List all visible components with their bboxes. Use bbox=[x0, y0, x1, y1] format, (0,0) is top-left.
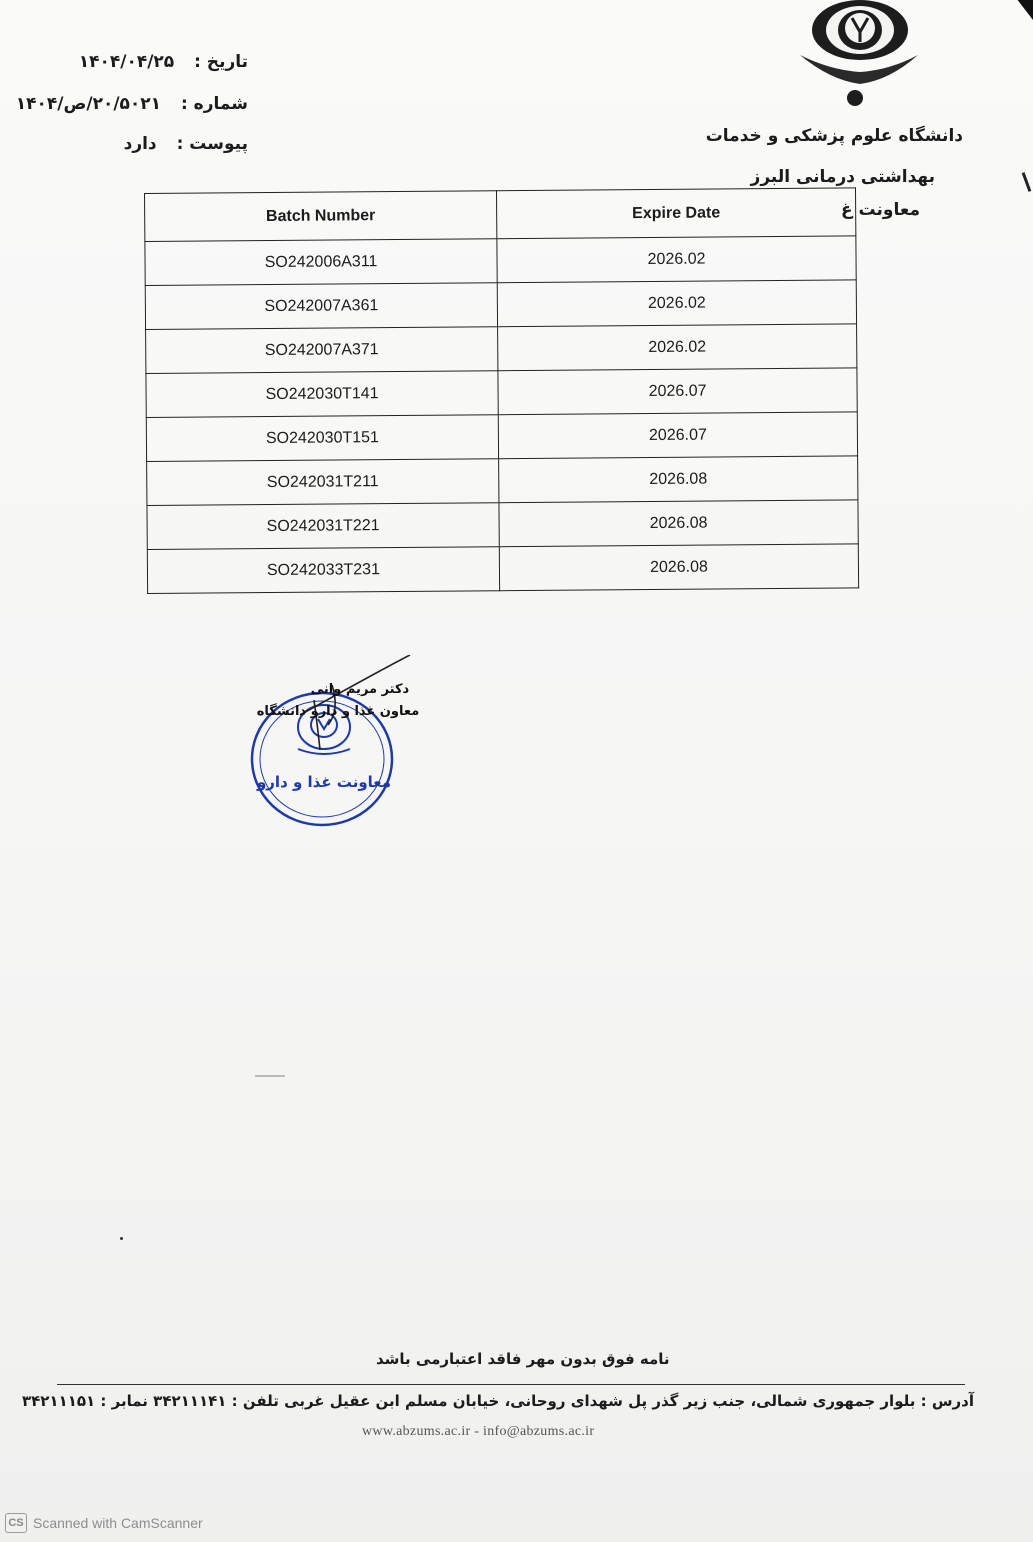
attachment-value: دارد bbox=[123, 134, 157, 154]
camscanner-label: Scanned with CamScanner bbox=[33, 1515, 203, 1531]
expire-date-cell: 2026.08 bbox=[499, 544, 858, 591]
scan-edge-mark bbox=[1022, 172, 1032, 192]
address-label: آدرس : bbox=[920, 1392, 974, 1410]
phone-value: ۳۴۲۱۱۱۴۱ bbox=[153, 1392, 227, 1410]
expire-date-cell: 2026.08 bbox=[499, 500, 858, 547]
scan-corner-shadow bbox=[1011, 0, 1033, 20]
batch-number-cell: SO242033T231 bbox=[147, 547, 499, 594]
attachment-line bbox=[124, 134, 248, 154]
batch-number-cell: SO242031T221 bbox=[147, 503, 499, 550]
batch-number-cell: SO242031T211 bbox=[147, 459, 499, 506]
batch-table bbox=[144, 187, 859, 594]
attachment-label: پیوست : bbox=[176, 134, 248, 154]
signer-title: معاون غذا و دارو دانشگاه bbox=[256, 704, 420, 719]
fax-value: ۳۴۲۱۱۱۵۱ bbox=[21, 1392, 96, 1410]
address-line bbox=[21, 1392, 974, 1410]
date-value: ۱۴۰۴/۰۴/۲۵ bbox=[78, 52, 175, 72]
table-row bbox=[146, 368, 857, 418]
phone-label: تلفن : bbox=[231, 1392, 279, 1410]
date-label: تاریخ : bbox=[194, 52, 248, 72]
expire-date-header: Expire Date bbox=[496, 188, 855, 239]
batch-number-cell: SO242030T141 bbox=[146, 371, 498, 418]
expire-date-cell: 2026.07 bbox=[498, 368, 857, 415]
org-line-2: بهداشتی درمانی البرز bbox=[750, 167, 935, 187]
validity-note: نامه فوق بدون مهر فاقد اعتبارمی باشد bbox=[376, 1350, 670, 1368]
fax-label: نمابر : bbox=[100, 1392, 148, 1410]
expire-date-cell: 2026.02 bbox=[497, 280, 856, 327]
expire-date-cell: 2026.07 bbox=[498, 412, 857, 459]
batch-number-cell: SO242006A311 bbox=[145, 239, 497, 286]
number-value: ۲۰/۵۰۲۱/ص/۱۴۰۴ bbox=[15, 94, 162, 114]
scan-dot bbox=[120, 1237, 123, 1240]
table-row bbox=[145, 280, 856, 330]
official-stamp-icon bbox=[250, 655, 420, 830]
website-line: www.abzums.ac.ir - info@abzums.ac.ir bbox=[362, 1424, 595, 1439]
expire-date-cell: 2026.08 bbox=[499, 456, 858, 503]
expire-date-cell: 2026.02 bbox=[498, 324, 857, 371]
camscanner-watermark bbox=[5, 1512, 203, 1534]
scan-smudge bbox=[255, 1075, 285, 1077]
table-row bbox=[145, 236, 856, 286]
table-row bbox=[147, 456, 858, 506]
camscanner-logo-icon: CS bbox=[5, 1513, 27, 1533]
table-row bbox=[147, 500, 858, 550]
address-text: بلوار جمهوری شمالی، جنب زیر گذر پل شهدای روحانی، خیابان مسلم ابن عقیل غربی bbox=[284, 1392, 916, 1410]
batch-number-cell: SO242030T151 bbox=[146, 415, 498, 462]
org-line-3: معاونت غ bbox=[841, 200, 920, 220]
number-line bbox=[16, 94, 248, 114]
signer-name: دکتر مریم وانی bbox=[310, 682, 410, 697]
table-row bbox=[147, 544, 858, 594]
university-logo-icon bbox=[790, 0, 920, 110]
table-row bbox=[146, 324, 857, 374]
org-line-1: دانشگاه علوم پزشکی و خدمات bbox=[705, 126, 963, 146]
batch-number-cell: SO242007A371 bbox=[146, 327, 498, 374]
footer-divider bbox=[57, 1384, 965, 1385]
date-line bbox=[79, 52, 248, 72]
batch-number-header: Batch Number bbox=[145, 191, 497, 242]
table-row bbox=[146, 412, 857, 462]
batch-number-cell: SO242007A361 bbox=[145, 283, 497, 330]
table-header-row bbox=[145, 188, 856, 242]
expire-date-cell: 2026.02 bbox=[497, 236, 856, 283]
stamp-text: معاونت غذا و دارو bbox=[256, 773, 392, 791]
number-label: شماره : bbox=[180, 94, 248, 114]
